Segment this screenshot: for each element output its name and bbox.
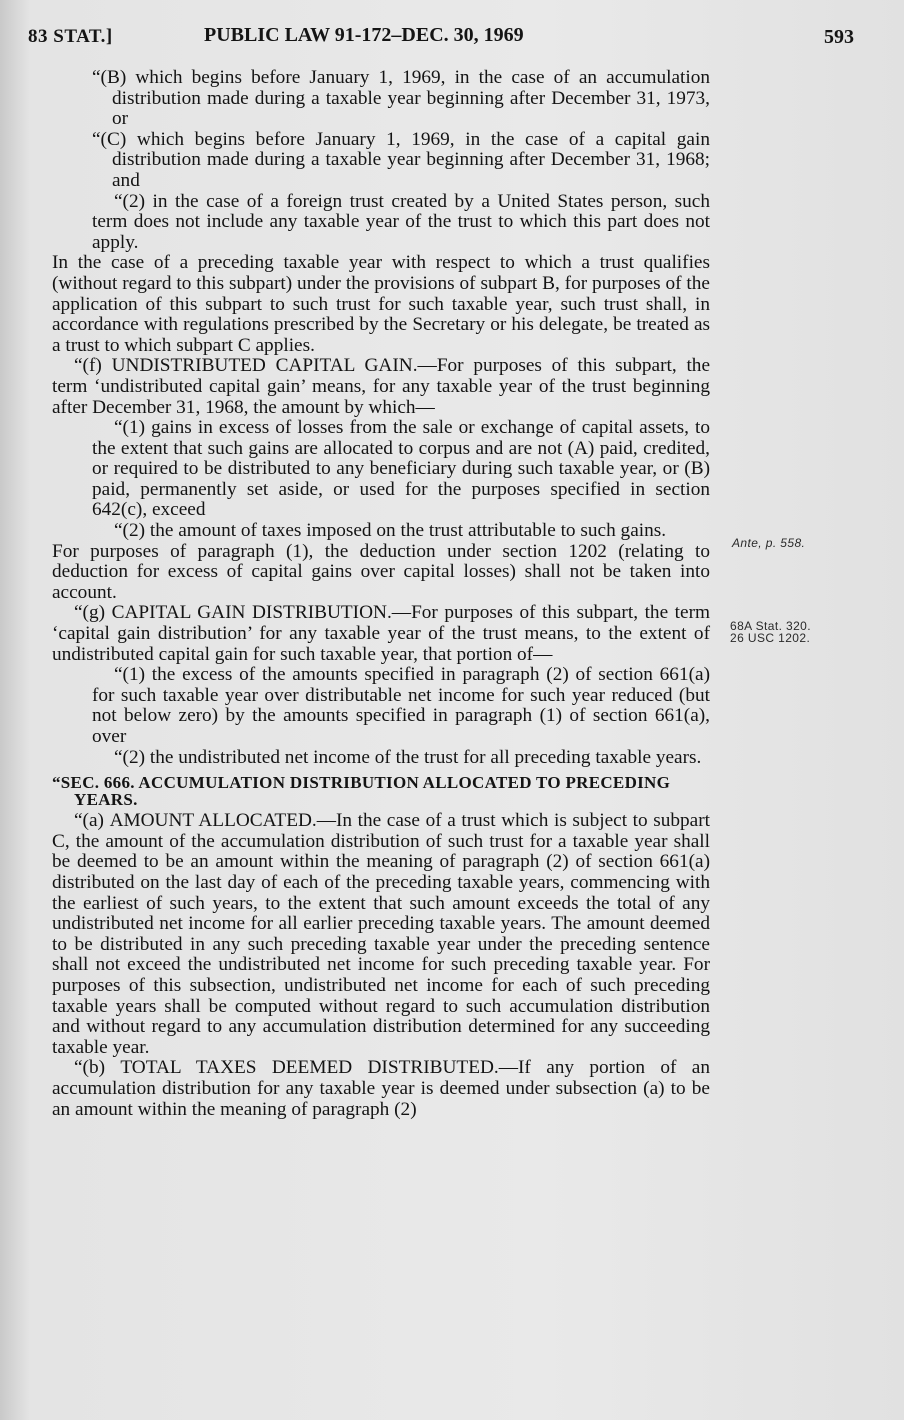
clause-c: “(C) which begins before January 1, 1969, in the case of a capital gain distribution made during a taxable year beginning after December 31, 1968; and bbox=[92, 128, 710, 191]
subsection-b-text: —If any portion of an accumulation distribution for any taxable year is deemed under subsection (a) to be an amount within the meaning of paragraph (2) bbox=[52, 1057, 710, 1120]
subsection-g-paragraph-1: “(1) the excess of the amounts specified in paragraph (2) of section 661(a) for such taxable year over distributable net income for such year reduced (but not below zero) by the amounts specified in paragraph (1) of section 661(a), over bbox=[92, 664, 710, 747]
subsection-a-heading: AMOUNT ALLOCATED. bbox=[109, 810, 317, 832]
subsection-g-paragraph-2: “(2) the undistributed net income of the trust for all preceding taxable years. bbox=[114, 746, 702, 768]
page-header bbox=[28, 24, 854, 52]
subsection-b-heading: TOTAL TAXES DEEMED DISTRIBUTED. bbox=[120, 1057, 499, 1079]
subsection-b bbox=[52, 1058, 710, 1120]
statute-body bbox=[52, 68, 710, 1120]
subsection-f bbox=[52, 356, 710, 418]
running-title: PUBLIC LAW 91-172–DEC. 30, 1969 bbox=[204, 24, 524, 46]
subsection-f-label: “(f) bbox=[74, 355, 112, 377]
deduction-paragraph: For purposes of paragraph (1), the deduction under section 1202 (relating to deduction for excess of capital gains over capital losses) shall not be taken into account. bbox=[52, 540, 710, 603]
section-666-heading: “SEC. 666. ACCUMULATION DISTRIBUTION ALLOCATED TO PRECEDING YEARS. bbox=[52, 773, 671, 810]
page-number: 593 bbox=[824, 26, 854, 48]
subsection-f-paragraph-2: “(2) the amount of taxes imposed on the trust attributable to such gains. bbox=[114, 520, 667, 542]
subsection-g-label: “(g) bbox=[74, 602, 112, 624]
margin-note-citation bbox=[730, 620, 811, 644]
subsection-g-heading: CAPITAL GAIN DISTRIBUTION. bbox=[111, 602, 392, 624]
subsection-f-text: —For purposes of this subpart, the term ‘undistributed capital gain’ means, for any taxable year of the trust beginning after December 31, 1968, the amount by which— bbox=[52, 355, 711, 418]
subsection-g bbox=[52, 603, 710, 665]
margin-note-usc: 26 USC 1202. bbox=[730, 631, 811, 645]
subsection-g-text: —For purposes of this subpart, the term ‘capital gain distribution’ for any taxable year of the trust means, to the extent of undistributed capital gain for such taxable year, that portion of— bbox=[52, 602, 710, 665]
subsection-f-paragraph-1: “(1) gains in excess of losses from the sale or exchange of capital assets, to the extent that such gains are allocated to corpus and are not (A) paid, credited, or required to be distributed to any beneficiary during such taxable year, or (B) paid, permanently set aside, or used for the purposes specified in section 642(c), exceed bbox=[92, 417, 710, 521]
subsection-a-text: —In the case of a trust which is subject to subpart C, the amount of the accumulation distribution of such trust for a taxable year shall be deemed to be an amount within the meaning of paragraph (2) of section 661(a) distributed on the last day of each of the preceding taxable years, commencing with the earliest of such years, to the extent that such amount exceeds the total of any undistributed net income for all earlier preceding taxable years. The amount deemed to be distributed in any such preceding taxable year under the preceding sentence shall not exceed the undistributed net income for such preceding taxable year. For purposes of this subsection, undistributed net income for each of such preceding taxable years shall be computed without regard to such accumulation distribution and without regard to any accumulation distribution determined for any succeeding taxable year. bbox=[52, 810, 710, 1058]
clause-b: “(B) which begins before January 1, 1969, in the case of an accumulation distribution made during a taxable year beginning after December 31, 1973, or bbox=[92, 67, 710, 130]
subsection-f-heading: UNDISTRIBUTED CAPITAL GAIN. bbox=[111, 355, 418, 377]
preceding-year-paragraph: In the case of a preceding taxable year with respect to which a trust qualifies (without regard to this subpart) under the provisions of subpart B, for purposes of the application of this subpart to such trust for such taxable year, such trust shall, in accordance with regulations prescribed by the Secretary or his delegate, be treated as a trust to which subpart C applies. bbox=[52, 252, 710, 356]
statute-volume: 83 STAT.] bbox=[28, 26, 113, 47]
subsection-a bbox=[52, 811, 710, 1058]
margin-note-ante: Ante, p. 558. bbox=[732, 536, 806, 550]
subsection-a-label: “(a) bbox=[74, 810, 110, 832]
subsection-b-label: “(b) bbox=[74, 1057, 121, 1079]
paragraph-2-foreign-trust: “(2) in the case of a foreign trust created by a United States person, such term does not include any taxable year of the trust to which this part does not apply. bbox=[92, 190, 710, 253]
margin-note-stat: 68A Stat. 320. bbox=[730, 619, 811, 633]
